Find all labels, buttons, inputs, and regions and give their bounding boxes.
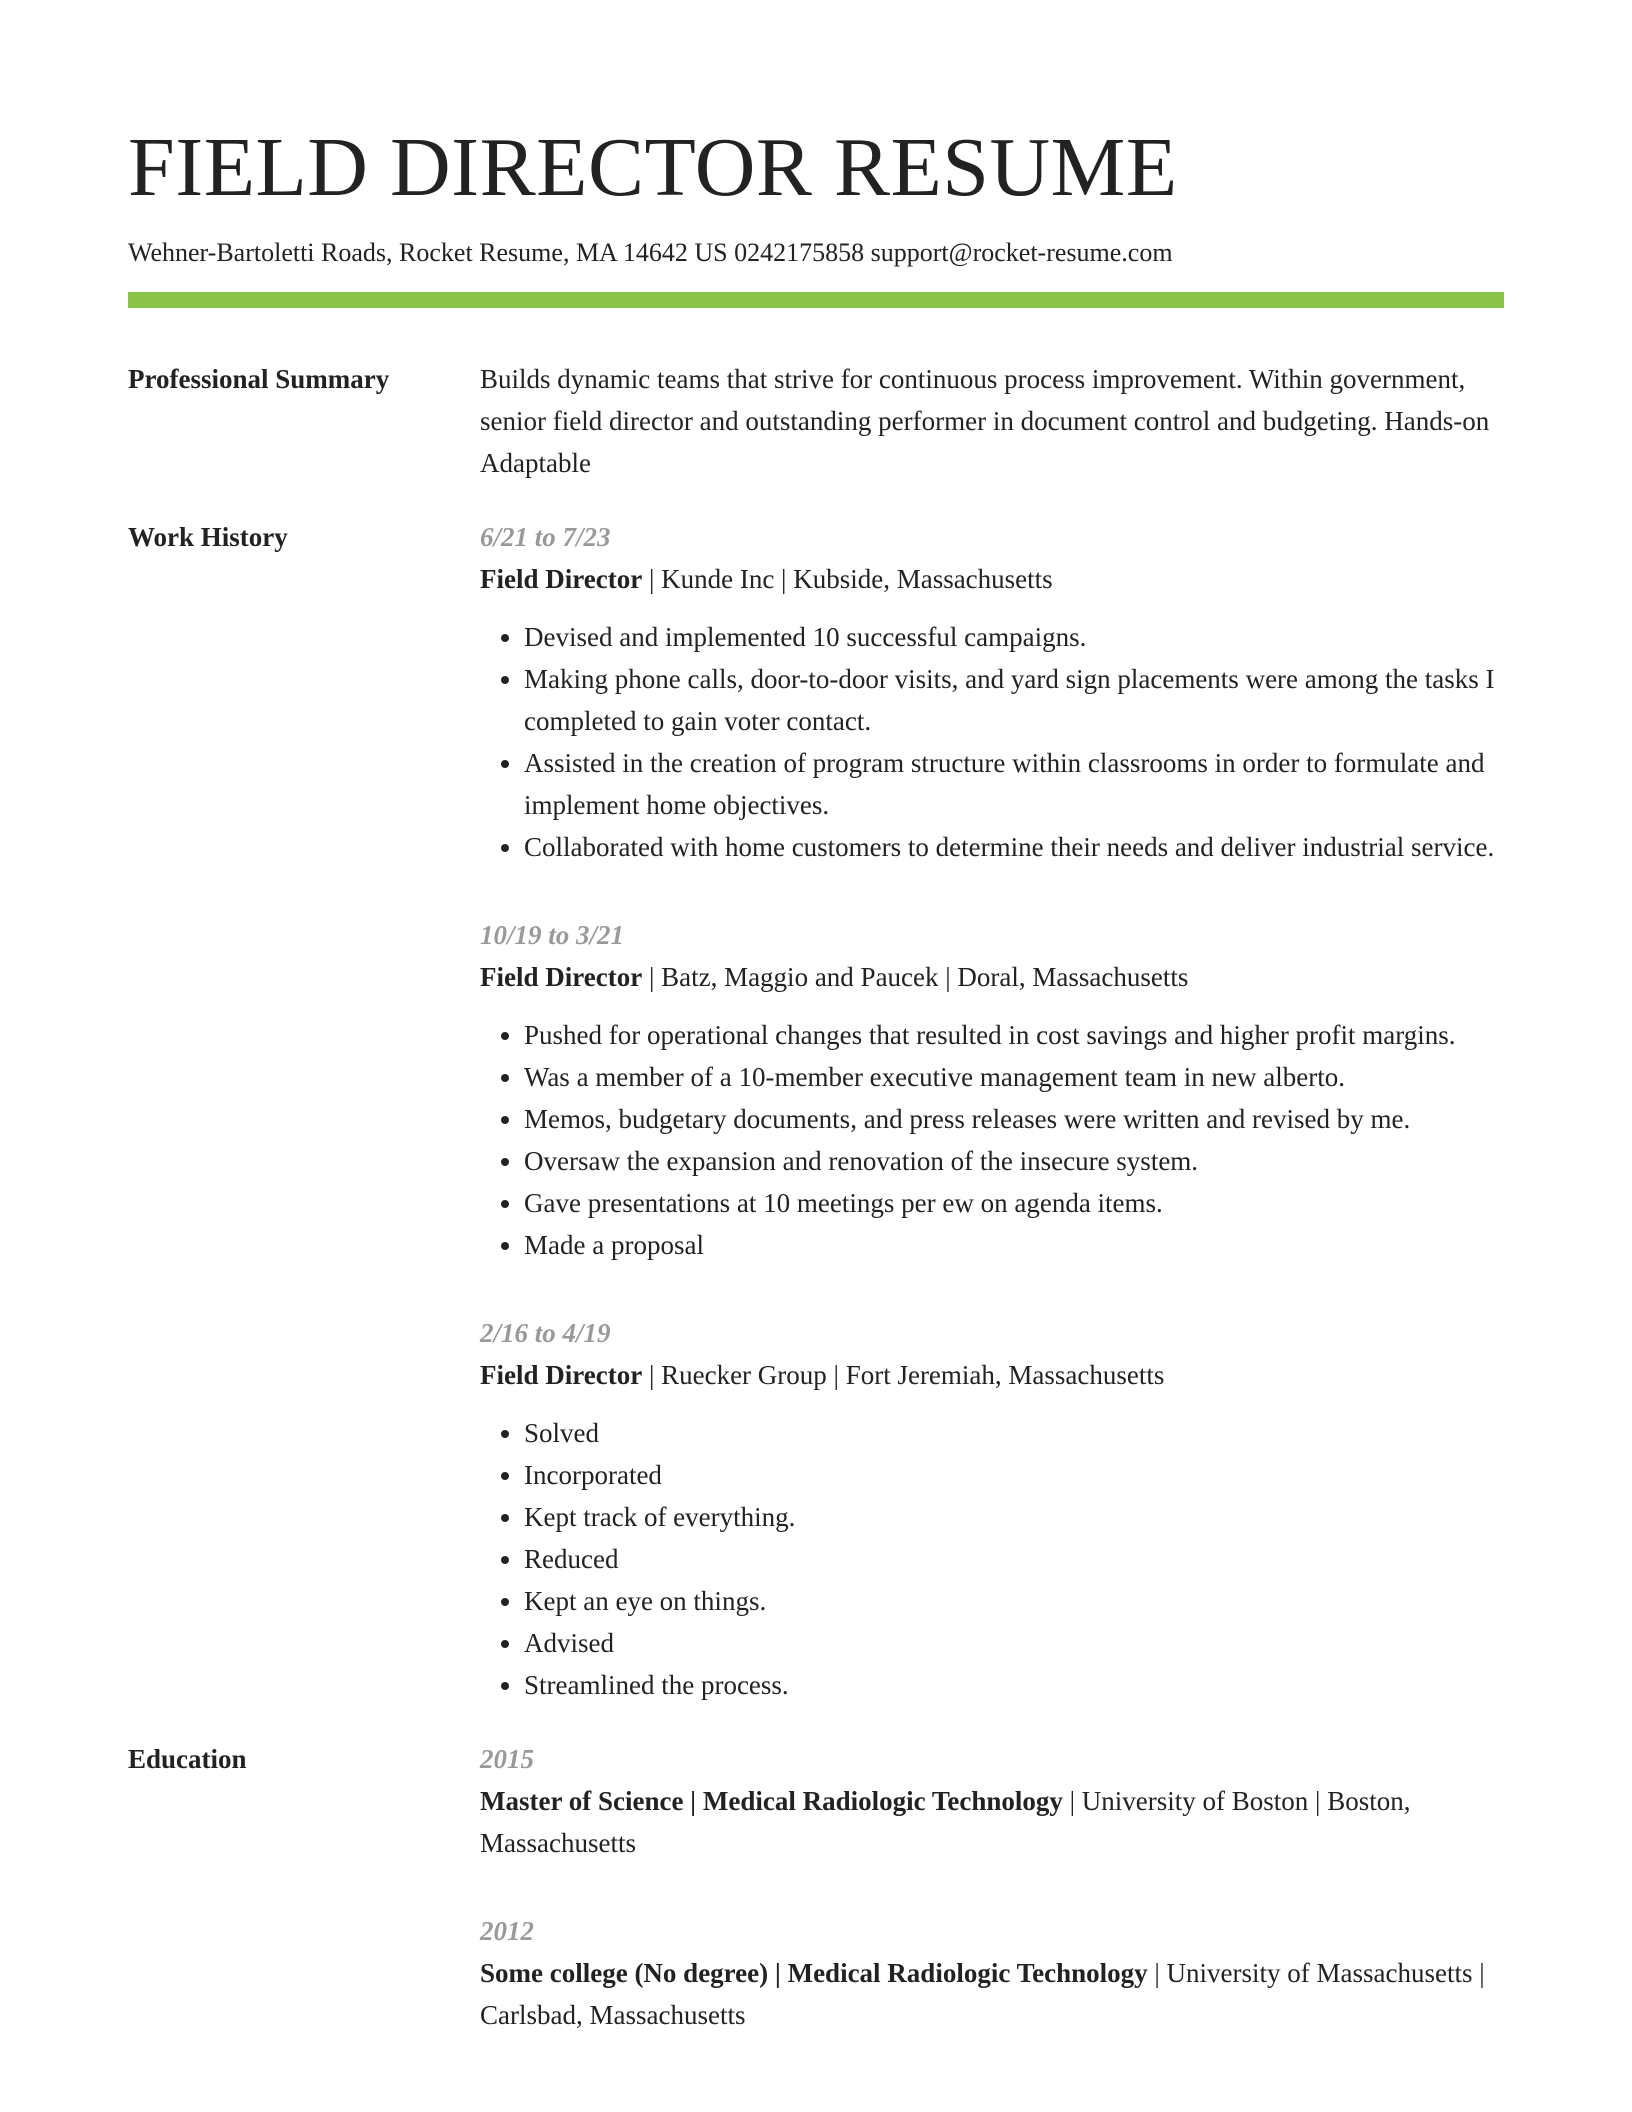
resume-title: FIELD DIRECTOR RESUME xyxy=(128,121,1178,214)
education-degree: Some college (No degree) | Medical Radiologic Technology xyxy=(480,1958,1148,1988)
section-heading-work-history: Work History xyxy=(128,522,288,552)
section-heading-education: Education xyxy=(128,1744,247,1774)
job-bullet: • Made a proposal xyxy=(524,1224,1504,1266)
job-dates: 10/19 to 3/21 xyxy=(480,920,625,950)
summary-text: Builds dynamic teams that strive for continuous process improvement. Within government, senior field director and outstanding performer in document control and budgeting. Hands-on Adaptable xyxy=(480,364,1490,478)
education-degree: Master of Science | Medical Radiologic Technology xyxy=(480,1786,1063,1816)
job-bullet-list xyxy=(480,616,1504,868)
job-bullet: • Advised xyxy=(524,1622,1504,1664)
education-line xyxy=(480,1780,1504,1864)
job-bullet-list xyxy=(480,1014,1504,1266)
job-entry xyxy=(480,914,1504,1266)
job-bullet: • Making phone calls, door-to-door visits, and yard sign placements were among the tasks I completed to gain voter contact. xyxy=(524,658,1504,742)
job-bullet: • Gave presentations at 10 meetings per ew on agenda items. xyxy=(524,1182,1504,1224)
job-bullet: • Kept an eye on things. xyxy=(524,1580,1504,1622)
education-entry xyxy=(480,1738,1504,1864)
job-bullet: • Streamlined the process. xyxy=(524,1664,1504,1706)
job-bullet: • Incorporated xyxy=(524,1454,1504,1496)
job-entry xyxy=(480,1312,1504,1706)
job-bullet: • Was a member of a 10-member executive management team in new alberto. xyxy=(524,1056,1504,1098)
job-bullet-list xyxy=(480,1412,1504,1706)
job-title-line xyxy=(480,558,1504,600)
job-details: | Ruecker Group | Fort Jeremiah, Massachusetts xyxy=(642,1360,1165,1390)
job-title: Field Director xyxy=(480,962,643,992)
job-bullet: • Pushed for operational changes that resulted in cost savings and higher profit margins. xyxy=(524,1014,1504,1056)
job-dates: 2/16 to 4/19 xyxy=(480,1318,611,1348)
work-history-body xyxy=(480,516,1504,1706)
job-bullet: • Memos, budgetary documents, and press releases were written and revised by me. xyxy=(524,1098,1504,1140)
job-bullet: • Oversaw the expansion and renovation of the insecure system. xyxy=(524,1140,1504,1182)
accent-divider xyxy=(128,292,1504,308)
contact-line: Wehner-Bartoletti Roads, Rocket Resume, MA 14642 US 0242175858 support@rocket-resume.com xyxy=(128,238,1173,267)
job-details: | Kunde Inc | Kubside, Massachusetts xyxy=(642,564,1053,594)
education-entry xyxy=(480,1910,1504,2036)
job-bullet: • Reduced xyxy=(524,1538,1504,1580)
education-section xyxy=(128,1738,1504,2036)
job-bullet: • Kept track of everything. xyxy=(524,1496,1504,1538)
education-body xyxy=(480,1738,1504,2036)
job-bullet: • Solved xyxy=(524,1412,1504,1454)
education-line xyxy=(480,1952,1504,2036)
job-title-line xyxy=(480,956,1504,998)
section-heading-summary: Professional Summary xyxy=(128,364,390,394)
education-details: | University of Boston | Boston, Massachusetts xyxy=(480,1786,1411,1858)
education-year: 2015 xyxy=(480,1744,534,1774)
job-entry xyxy=(480,516,1504,868)
job-bullet: • Assisted in the creation of program structure within classrooms in order to formulate and implement home objectives. xyxy=(524,742,1504,826)
job-bullet: • Devised and implemented 10 successful campaigns. xyxy=(524,616,1504,658)
job-dates: 6/21 to 7/23 xyxy=(480,522,611,552)
job-title: Field Director xyxy=(480,1360,643,1390)
job-title-line xyxy=(480,1354,1504,1396)
job-details: | Batz, Maggio and Paucek | Doral, Massachusetts xyxy=(642,962,1189,992)
work-history-section xyxy=(128,516,1504,1706)
summary-section xyxy=(128,358,1504,484)
job-title: Field Director xyxy=(480,564,643,594)
education-year: 2012 xyxy=(480,1916,534,1946)
job-bullet: • Collaborated with home customers to determine their needs and deliver industrial service. xyxy=(524,826,1504,868)
education-details: | University of Massachusetts | Carlsbad, Massachusetts xyxy=(480,1958,1485,2030)
